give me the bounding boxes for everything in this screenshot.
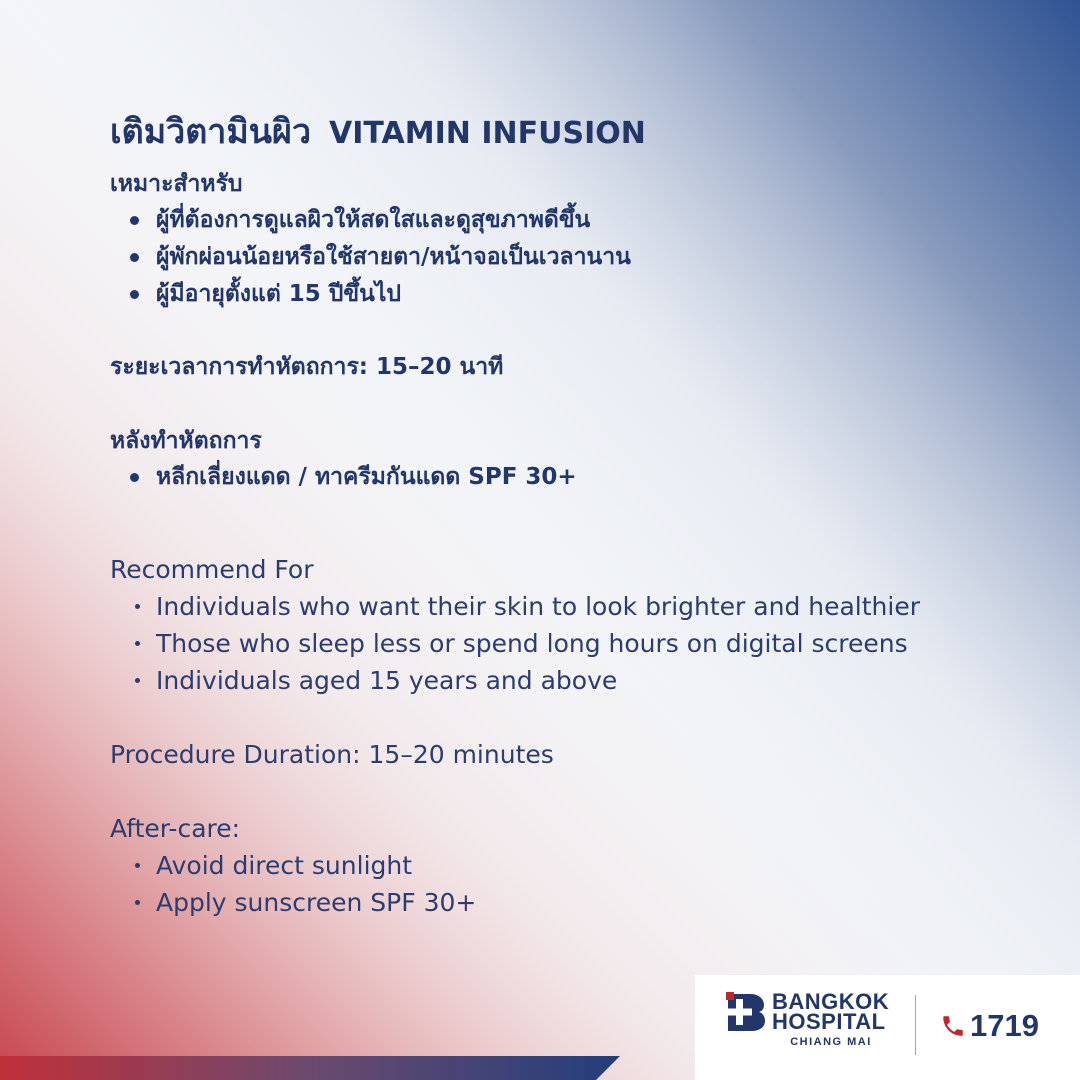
logo-text-chiang-mai: CHIANG MAI <box>790 1036 872 1048</box>
english-duration-text: Procedure Duration: 15–20 minutes <box>110 740 554 769</box>
thai-aftercare-list <box>110 459 577 496</box>
thai-aftercare-section <box>110 423 577 496</box>
thai-aftercare-heading: หลังทำหัตถการ <box>110 428 262 454</box>
bangkok-hospital-logo <box>726 989 896 1052</box>
english-recommend-list <box>110 588 920 699</box>
list-item: Avoid direct sunlight <box>110 847 476 884</box>
title-english: VITAMIN INFUSION <box>329 116 646 151</box>
english-aftercare-section <box>110 810 476 921</box>
bottom-gradient-bar <box>0 1056 620 1080</box>
list-item: ผู้ที่ต้องการดูแลผิวให้สดใสและดูสุขภาพดีขึ้น <box>110 202 631 239</box>
thai-duration-text: ระยะเวลาการทำหัตถการ: 15–20 นาที <box>110 354 504 380</box>
list-item: ผู้พักผ่อนน้อยหรือใช้สายตา/หน้าจอเป็นเวลานาน <box>110 239 631 276</box>
english-recommend-heading: Recommend For <box>110 555 314 584</box>
english-aftercare-heading: After-care: <box>110 814 241 843</box>
thai-duration <box>110 349 503 385</box>
list-item: ผู้มีอายุตั้งแต่ 15 ปีขึ้นไป <box>110 276 631 313</box>
list-item: Individuals who want their skin to look brighter and healthier <box>110 588 920 625</box>
list-item: Those who sleep less or spend long hours on digital screens <box>110 625 920 662</box>
hotline-number: 1719 <box>970 1008 1039 1043</box>
list-item: Apply sunscreen SPF 30+ <box>110 884 476 921</box>
thai-recommend-list <box>110 202 631 313</box>
english-duration <box>110 736 554 773</box>
english-aftercare-list <box>110 847 476 921</box>
page-title <box>110 104 646 158</box>
english-recommend-section <box>110 551 920 699</box>
thai-recommend-section <box>110 166 631 313</box>
thai-recommend-heading: เหมาะสำหรับ <box>110 171 243 197</box>
hotline[interactable] <box>940 1006 1039 1046</box>
bangkok-hospital-cross-icon <box>726 992 766 1032</box>
logo-text-hospital: HOSPITAL <box>772 1009 886 1034</box>
list-item: หลีกเลี่ยงแดด / ทาครีมกันแดด SPF 30+ <box>110 459 577 496</box>
logo-text-bangkok: BANGKOK <box>772 989 890 1014</box>
phone-icon <box>940 1013 966 1039</box>
list-item: Individuals aged 15 years and above <box>110 662 920 699</box>
title-thai: เติมวิตามินผิว <box>110 112 312 152</box>
footer-divider <box>915 995 916 1055</box>
